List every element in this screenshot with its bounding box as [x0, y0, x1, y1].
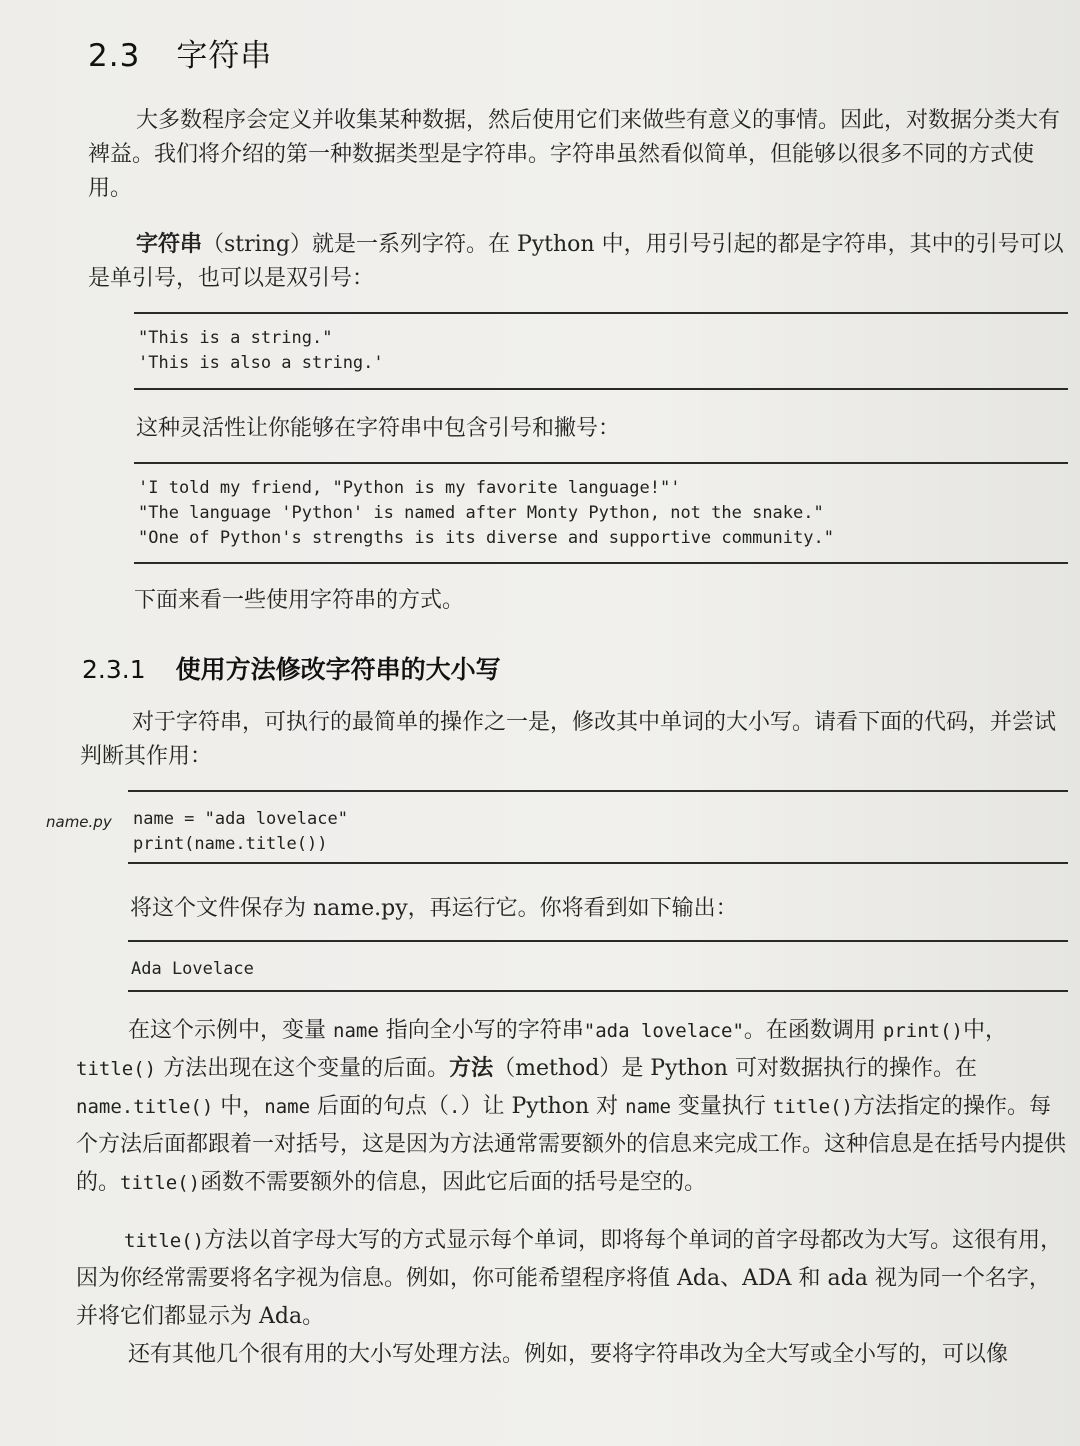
subsection-number: 2.3.1: [82, 655, 146, 684]
code-rule-top: [134, 462, 1068, 464]
output-block: Ada Lovelace: [131, 959, 254, 979]
paragraph-example-explanation: 在这个示例中，变量 name 指向全小写的字符串"ada lovelace"。在函数调用 print()中，title() 方法出现在这个变量的后面。方法（method）是 Python 可对数据执行的操作。在 name.title() 中，name 后面的句点（.）让 Python 对 name 变量执行 title()方法指定的操作。每个方法后面都跟着一对括号，这是因为方法通常需要额外的信息来完成工作。这种信息是在括号内提供的。title()函数不需要额外的信息，因此它后面的括号是空的。: [76, 1018, 1067, 1195]
code-line: 'This is also a string.': [138, 353, 384, 373]
code-line: print(name.title()): [133, 834, 328, 854]
paragraph-other-methods: 还有其他几个很有用的大小写处理方法。例如，要将字符串改为全大写或全小写的，可以像: [128, 1342, 1009, 1367]
code-line: "This is a string.": [138, 328, 333, 348]
code-rule-bottom: [128, 862, 1068, 864]
paragraph-case-intro: 对于字符串，可执行的最简单的操作之一是，修改其中单词的大小写。请看下面的代码，并尝试判断其作用：: [80, 710, 1057, 769]
code-rule-top: [134, 312, 1068, 314]
paragraph-title-method: title()方法以首字母大写的方式显示每个单词，即将每个单词的首字母都改为大写。这很有用，因为你经常需要将名字视为信息。例如，你可能希望程序将值 Ada、ADA 和 ada 视为同一个名字，并将它们都显示为 Ada。: [76, 1228, 1063, 1329]
code-rule-top: [128, 790, 1068, 792]
section-number: 2.3: [88, 38, 141, 74]
section-title: 字符串: [176, 38, 273, 74]
code-block-name-py: [133, 807, 348, 857]
paragraph-intro: 大多数程序会定义并收集某种数据，然后使用它们来做些有意义的事情。因此，对数据分类大有裨益。我们将介绍的第一种数据类型是字符串。字符串虽然看似简单，但能够以很多不同的方式使用。: [88, 108, 1061, 201]
code-rule-bottom: [134, 562, 1068, 564]
code-block-quotes: [138, 476, 834, 551]
section-heading: [88, 30, 272, 75]
subsection-title: 使用方法修改字符串的大小写: [175, 655, 501, 684]
output-rule-top: [128, 940, 1068, 942]
code-rule-bottom: [134, 388, 1068, 390]
paragraph-save-run: 将这个文件保存为 name.py，再运行它。你将看到如下输出：: [130, 896, 738, 921]
output-rule-bottom: [128, 990, 1068, 992]
code-block-strings: [138, 326, 384, 376]
paragraph-next: 下面来看一些使用字符串的方式。: [134, 588, 465, 613]
paragraph-flexibility: 这种灵活性让你能够在字符串中包含引号和撇号：: [136, 416, 621, 441]
term-method: 方法: [449, 1056, 494, 1081]
code-line: "The language 'Python' is named after Monty Python, not the snake.": [138, 503, 824, 523]
code-line: 'I told my friend, "Python is my favorite language!"': [138, 478, 681, 498]
term-string: 字符串: [136, 232, 203, 257]
code-line: "One of Python's strengths is its diverse and supportive community.": [138, 528, 834, 548]
code-line: name = "ada lovelace": [133, 809, 348, 829]
paragraph-string-definition-text: （string）就是一系列字符。在 Python 中，用引号引起的都是字符串，其中的引号可以是单引号，也可以是双引号：: [88, 232, 1064, 291]
paragraph-string-definition: [88, 228, 1068, 296]
subsection-heading: [82, 650, 501, 686]
code-filename-label: name.py: [46, 813, 112, 831]
